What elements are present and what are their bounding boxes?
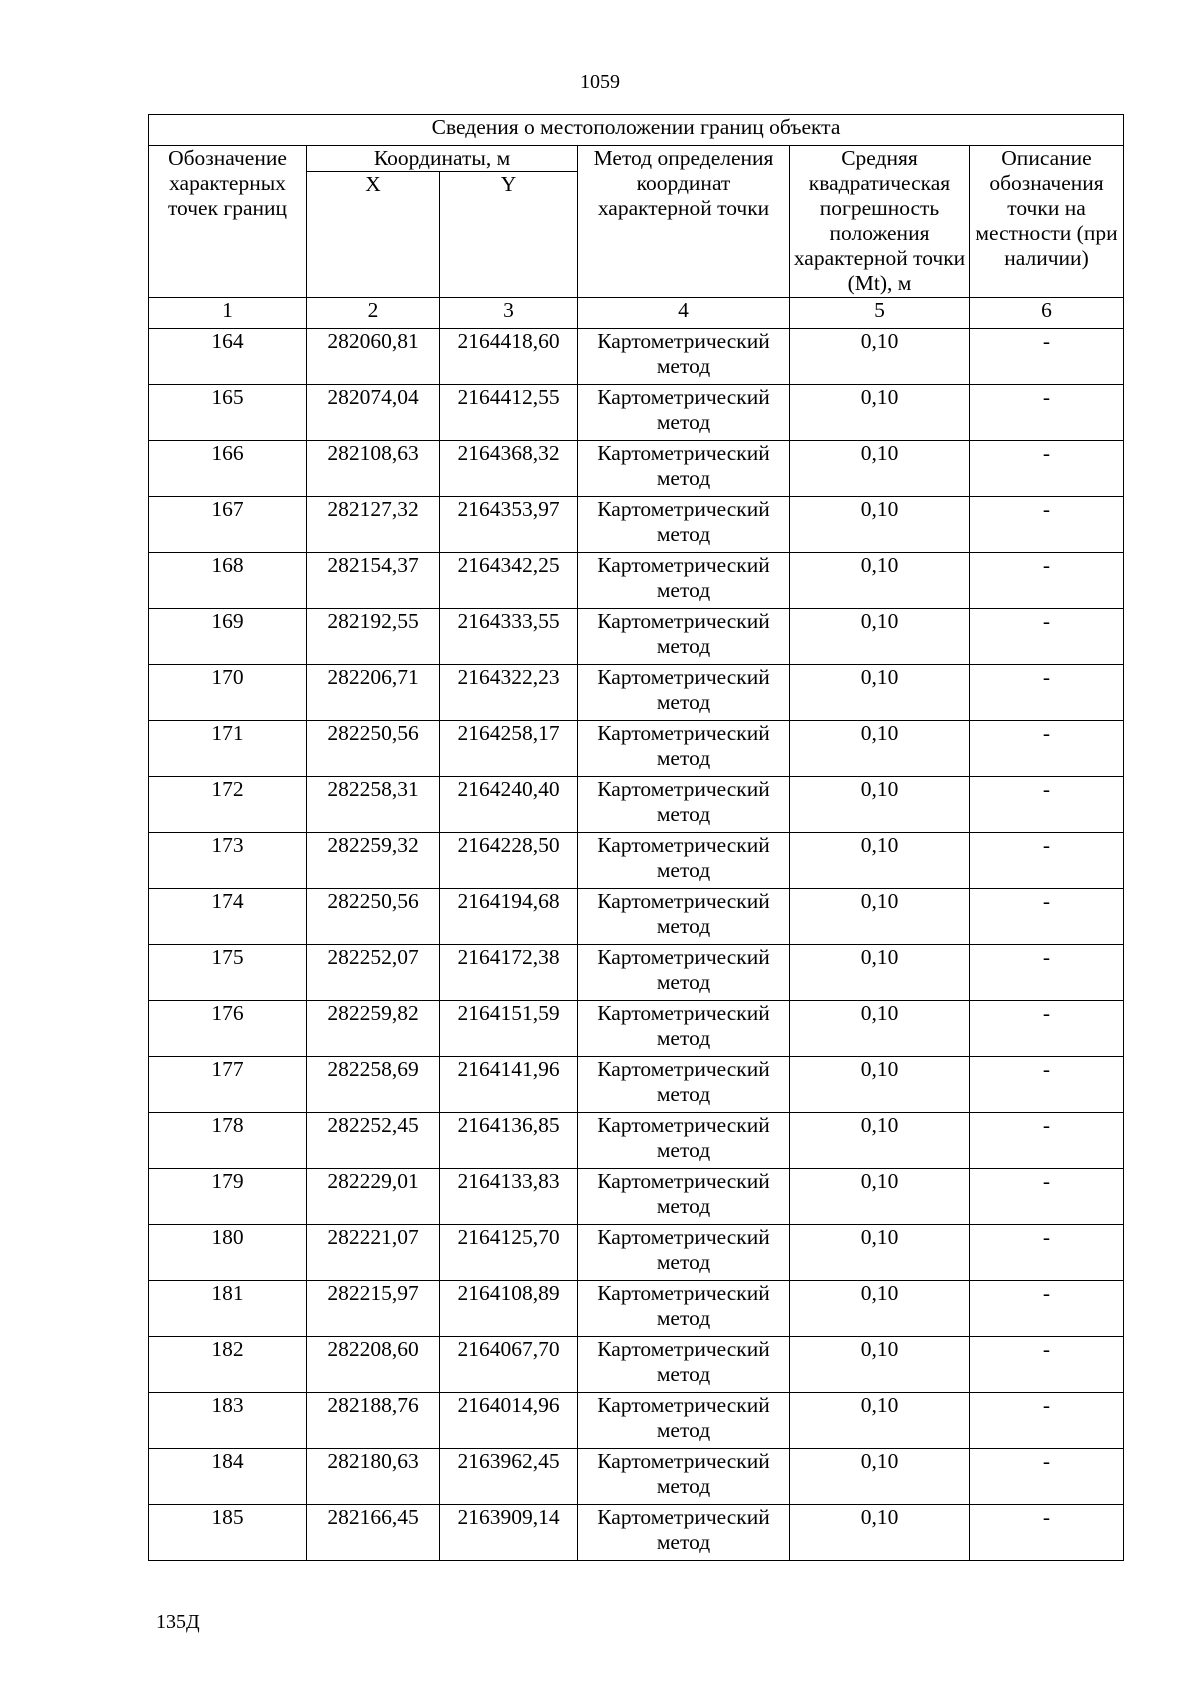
cell-x: 282127,32 — [307, 497, 440, 553]
cell-y: 2164228,50 — [440, 833, 578, 889]
cell-description: - — [970, 721, 1124, 777]
cell-y: 2163909,14 — [440, 1505, 578, 1561]
cell-description: - — [970, 1225, 1124, 1281]
cell-x: 282258,31 — [307, 777, 440, 833]
cell-error: 0,10 — [790, 889, 970, 945]
table-row — [149, 1001, 1124, 1057]
cell-method: Картометрический метод — [578, 329, 790, 385]
cell-y: 2164151,59 — [440, 1001, 578, 1057]
cell-description: - — [970, 1057, 1124, 1113]
cell-y: 2164133,83 — [440, 1169, 578, 1225]
cell-y: 2164014,96 — [440, 1393, 578, 1449]
cell-y: 2164108,89 — [440, 1281, 578, 1337]
column-number-4: 4 — [578, 298, 790, 329]
table-row — [149, 889, 1124, 945]
cell-y: 2164125,70 — [440, 1225, 578, 1281]
cell-method: Картометрический метод — [578, 497, 790, 553]
cell-point: 171 — [149, 721, 307, 777]
cell-error: 0,10 — [790, 1505, 970, 1561]
cell-error: 0,10 — [790, 497, 970, 553]
cell-point: 181 — [149, 1281, 307, 1337]
table-row — [149, 1113, 1124, 1169]
cell-y: 2163962,45 — [440, 1449, 578, 1505]
table-title: Сведения о местоположении границ объекта — [149, 115, 1124, 146]
cell-x: 282229,01 — [307, 1169, 440, 1225]
table-row — [149, 1169, 1124, 1225]
cell-y: 2164258,17 — [440, 721, 578, 777]
table-row — [149, 609, 1124, 665]
cell-y: 2164342,25 — [440, 553, 578, 609]
table-row — [149, 1393, 1124, 1449]
cell-description: - — [970, 1169, 1124, 1225]
cell-method: Картометрический метод — [578, 889, 790, 945]
cell-x: 282074,04 — [307, 385, 440, 441]
cell-y: 2164141,96 — [440, 1057, 578, 1113]
cell-error: 0,10 — [790, 1057, 970, 1113]
cell-description: - — [970, 777, 1124, 833]
cell-x: 282259,82 — [307, 1001, 440, 1057]
table-row — [149, 441, 1124, 497]
cell-point: 172 — [149, 777, 307, 833]
column-number-2: 2 — [307, 298, 440, 329]
table-row — [149, 1057, 1124, 1113]
cell-y: 2164322,23 — [440, 665, 578, 721]
cell-description: - — [970, 1337, 1124, 1393]
table-row — [149, 777, 1124, 833]
cell-point: 173 — [149, 833, 307, 889]
cell-description: - — [970, 1505, 1124, 1561]
cell-x: 282252,45 — [307, 1113, 440, 1169]
cell-error: 0,10 — [790, 553, 970, 609]
cell-description: - — [970, 1393, 1124, 1449]
table-row — [149, 833, 1124, 889]
cell-method: Картометрический метод — [578, 665, 790, 721]
cell-method: Картометрический метод — [578, 1281, 790, 1337]
cell-method: Картометрический метод — [578, 833, 790, 889]
cell-error: 0,10 — [790, 721, 970, 777]
cell-x: 282221,07 — [307, 1225, 440, 1281]
cell-point: 185 — [149, 1505, 307, 1561]
table-row — [149, 1505, 1124, 1561]
table-row — [149, 1337, 1124, 1393]
cell-method: Картометрический метод — [578, 1057, 790, 1113]
cell-description: - — [970, 889, 1124, 945]
column-number-5: 5 — [790, 298, 970, 329]
cell-point: 174 — [149, 889, 307, 945]
document-code: 135Д — [156, 1611, 200, 1633]
cell-point: 170 — [149, 665, 307, 721]
cell-x: 282259,32 — [307, 833, 440, 889]
cell-point: 169 — [149, 609, 307, 665]
cell-point: 164 — [149, 329, 307, 385]
cell-description: - — [970, 1281, 1124, 1337]
cell-y: 2164353,97 — [440, 497, 578, 553]
table-row — [149, 1449, 1124, 1505]
column-number-3: 3 — [440, 298, 578, 329]
cell-x: 282180,63 — [307, 1449, 440, 1505]
cell-method: Картометрический метод — [578, 1169, 790, 1225]
header-y: Y — [440, 172, 578, 298]
table-row — [149, 329, 1124, 385]
cell-error: 0,10 — [790, 665, 970, 721]
cell-method: Картометрический метод — [578, 945, 790, 1001]
cell-x: 282208,60 — [307, 1337, 440, 1393]
cell-error: 0,10 — [790, 833, 970, 889]
cell-x: 282258,69 — [307, 1057, 440, 1113]
cell-x: 282215,97 — [307, 1281, 440, 1337]
cell-description: - — [970, 609, 1124, 665]
cell-y: 2164194,68 — [440, 889, 578, 945]
cell-y: 2164418,60 — [440, 329, 578, 385]
cell-description: - — [970, 945, 1124, 1001]
cell-x: 282252,07 — [307, 945, 440, 1001]
cell-method: Картометрический метод — [578, 1393, 790, 1449]
cell-method: Картометрический метод — [578, 553, 790, 609]
cell-point: 182 — [149, 1337, 307, 1393]
cell-x: 282108,63 — [307, 441, 440, 497]
table-row — [149, 721, 1124, 777]
cell-description: - — [970, 441, 1124, 497]
cell-description: - — [970, 553, 1124, 609]
cell-y: 2164240,40 — [440, 777, 578, 833]
cell-y: 2164136,85 — [440, 1113, 578, 1169]
cell-description: - — [970, 665, 1124, 721]
cell-description: - — [970, 1113, 1124, 1169]
cell-point: 177 — [149, 1057, 307, 1113]
table-row — [149, 1225, 1124, 1281]
table-row — [149, 385, 1124, 441]
cell-x: 282154,37 — [307, 553, 440, 609]
cell-description: - — [970, 1001, 1124, 1057]
cell-description: - — [970, 329, 1124, 385]
cell-description: - — [970, 833, 1124, 889]
page-number: 1059 — [580, 71, 620, 93]
cell-error: 0,10 — [790, 1337, 970, 1393]
cell-x: 282060,81 — [307, 329, 440, 385]
cell-method: Картометрический метод — [578, 1225, 790, 1281]
cell-point: 178 — [149, 1113, 307, 1169]
cell-method: Картометрический метод — [578, 441, 790, 497]
cell-error: 0,10 — [790, 777, 970, 833]
cell-y: 2164412,55 — [440, 385, 578, 441]
cell-point: 175 — [149, 945, 307, 1001]
table-row — [149, 553, 1124, 609]
cell-point: 168 — [149, 553, 307, 609]
cell-y: 2164067,70 — [440, 1337, 578, 1393]
cell-error: 0,10 — [790, 1393, 970, 1449]
cell-x: 282250,56 — [307, 721, 440, 777]
cell-x: 282250,56 — [307, 889, 440, 945]
header-x: X — [307, 172, 440, 298]
cell-y: 2164172,38 — [440, 945, 578, 1001]
cell-description: - — [970, 497, 1124, 553]
boundary-coordinates-table — [148, 114, 1124, 1561]
cell-description: - — [970, 1449, 1124, 1505]
cell-error: 0,10 — [790, 441, 970, 497]
cell-method: Картометрический метод — [578, 609, 790, 665]
cell-method: Картометрический метод — [578, 777, 790, 833]
cell-error: 0,10 — [790, 1281, 970, 1337]
cell-method: Картометрический метод — [578, 1505, 790, 1561]
cell-point: 183 — [149, 1393, 307, 1449]
header-method: Метод определения координат характерной точки — [578, 146, 790, 298]
cell-error: 0,10 — [790, 1449, 970, 1505]
cell-x: 282206,71 — [307, 665, 440, 721]
header-coordinates: Координаты, м — [307, 146, 578, 172]
header-error: Средняя квадратическая погрешность положения характерной точки (Mt), м — [790, 146, 970, 298]
column-number-1: 1 — [149, 298, 307, 329]
header-description: Описание обозначения точки на местности (при наличии) — [970, 146, 1124, 298]
cell-error: 0,10 — [790, 945, 970, 1001]
cell-error: 0,10 — [790, 1169, 970, 1225]
cell-x: 282166,45 — [307, 1505, 440, 1561]
cell-point: 184 — [149, 1449, 307, 1505]
cell-method: Картометрический метод — [578, 1337, 790, 1393]
cell-point: 165 — [149, 385, 307, 441]
cell-method: Картометрический метод — [578, 385, 790, 441]
table-row — [149, 945, 1124, 1001]
cell-error: 0,10 — [790, 329, 970, 385]
cell-method: Картометрический метод — [578, 1113, 790, 1169]
table-row — [149, 497, 1124, 553]
cell-point: 166 — [149, 441, 307, 497]
cell-point: 180 — [149, 1225, 307, 1281]
cell-error: 0,10 — [790, 1113, 970, 1169]
cell-method: Картометрический метод — [578, 1449, 790, 1505]
cell-point: 176 — [149, 1001, 307, 1057]
cell-y: 2164368,32 — [440, 441, 578, 497]
cell-point: 179 — [149, 1169, 307, 1225]
cell-description: - — [970, 385, 1124, 441]
cell-point: 167 — [149, 497, 307, 553]
header-point: Обозначение характерных точек границ — [149, 146, 307, 298]
column-number-6: 6 — [970, 298, 1124, 329]
table-row — [149, 665, 1124, 721]
cell-y: 2164333,55 — [440, 609, 578, 665]
cell-error: 0,10 — [790, 385, 970, 441]
cell-method: Картометрический метод — [578, 1001, 790, 1057]
cell-x: 282192,55 — [307, 609, 440, 665]
cell-error: 0,10 — [790, 1225, 970, 1281]
cell-method: Картометрический метод — [578, 721, 790, 777]
cell-x: 282188,76 — [307, 1393, 440, 1449]
table-body — [149, 329, 1124, 1561]
cell-error: 0,10 — [790, 1001, 970, 1057]
table-row — [149, 1281, 1124, 1337]
cell-error: 0,10 — [790, 609, 970, 665]
